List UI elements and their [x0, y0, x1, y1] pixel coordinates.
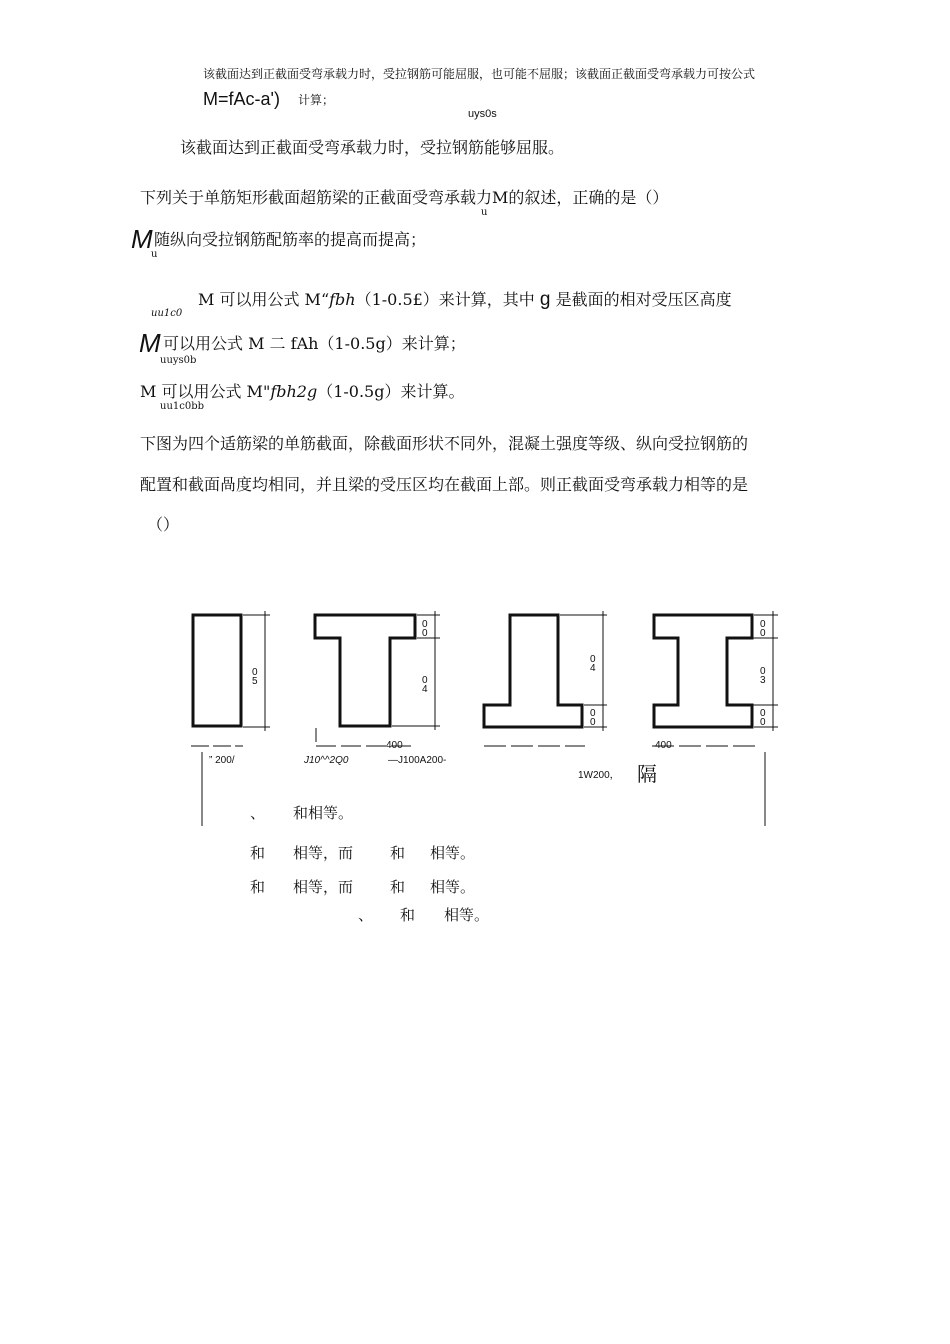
dim-label-section-b-web: 0 4 [422, 675, 428, 695]
answer-c-middle: 相等，而 [293, 878, 354, 896]
answer-c-and: 和 [250, 878, 266, 896]
paragraph-2: 该截面达到正截面受弯承载力时，受拉钢筋能够屈服。 [180, 138, 565, 157]
answer-c-and-2: 和 [390, 878, 406, 896]
option-a-subscript: u [151, 249, 158, 260]
paragraph-1-formula: M=fAc-a') [203, 89, 280, 109]
option-d-subscript: uu1c0bb [160, 401, 205, 412]
question-1-stem: 下列关于单筋矩形截面超筋梁的正截面受弯承载力M的叙述，正确的是（） [140, 188, 669, 207]
option-c-text: 可以用公式 M 二 fAh（1-0.5g）来计算； [163, 334, 466, 353]
section-i-shape [654, 615, 752, 727]
option-d-text: M 可以用公式 M"fbh2g（1-0.5g）来计算。 [140, 382, 465, 401]
caption-section-b: J10^^2Q0 [304, 755, 349, 766]
option-c-symbol: M [139, 328, 161, 358]
question-1-stem-subscript: u [481, 207, 488, 218]
dim-label-section-d-web: 0 3 [760, 666, 766, 686]
paragraph-1-formula-tail: 计算； [298, 93, 335, 107]
caption-section-a: ” 200/ [209, 755, 235, 766]
answer-b-and-2: 和 [390, 844, 406, 862]
question-2-stem-line-2: 配置和截面咼度均相同，并且梁的受压区均在截面上部。则正截面受弯承载力相等的是 [140, 475, 749, 494]
option-b-subscript: uu1c0 [151, 308, 183, 319]
paragraph-1-line-1: 该截面达到正截面受弯承载力时，受拉钢筋可能屈服，也可能不屈服；该截面正截面受弯承载力可按公式 [203, 67, 756, 81]
dim-label-section-d-bottom-flange: 0 0 [760, 708, 766, 728]
section-inverted-t-shape [484, 615, 582, 727]
answer-c-end: 相等。 [430, 878, 476, 896]
answer-d-and: 和 [400, 906, 416, 924]
answer-a-text: 和相等。 [293, 804, 354, 822]
dim-label-section-c-flange: 0 0 [590, 708, 596, 728]
option-a-symbol: M [131, 224, 153, 254]
answer-d-separator: 、 [358, 906, 374, 924]
question-2-stem-line-1: 下图为四个适筋梁的单筋截面，除截面形状不同外，混凝土强度等级、纵向受拉钢筋的 [140, 434, 749, 453]
width-label-section-b: 400 [386, 740, 403, 751]
dim-label-section-c-web: 0 4 [590, 654, 596, 674]
dim-label-section-d-top-flange: 0 0 [760, 619, 766, 639]
option-a-text: 随纵向受拉钢筋配筋率的提高而提高； [154, 230, 427, 249]
option-b-text: M 可以用公式 M“fbh（1-0.5£）来计算，其中 g 是截面的相对受压区高度 [198, 289, 732, 310]
dim-label-section-b-flange: 0 0 [422, 619, 428, 639]
width-label-section-d: 400 [655, 740, 672, 751]
caption-section-d-char: 隔 [637, 762, 657, 786]
dim-label-section-a: 0 5 [252, 667, 258, 687]
caption-section-d: 1W200， [578, 770, 620, 781]
section-rectangle [193, 615, 241, 726]
caption-section-c: —J100A200- [388, 755, 447, 766]
answer-b-middle: 相等，而 [293, 844, 354, 862]
answer-b-end: 相等。 [430, 844, 476, 862]
paragraph-1-subscript: uys0s [468, 108, 497, 120]
question-2-stem-line-3: （） [147, 515, 180, 534]
option-c-subscript: uuys0b [160, 355, 197, 366]
section-t-shape [315, 615, 415, 726]
answer-a-separator: 、 [250, 804, 266, 822]
answer-b-and: 和 [250, 844, 266, 862]
answer-d-end: 相等。 [444, 906, 490, 924]
